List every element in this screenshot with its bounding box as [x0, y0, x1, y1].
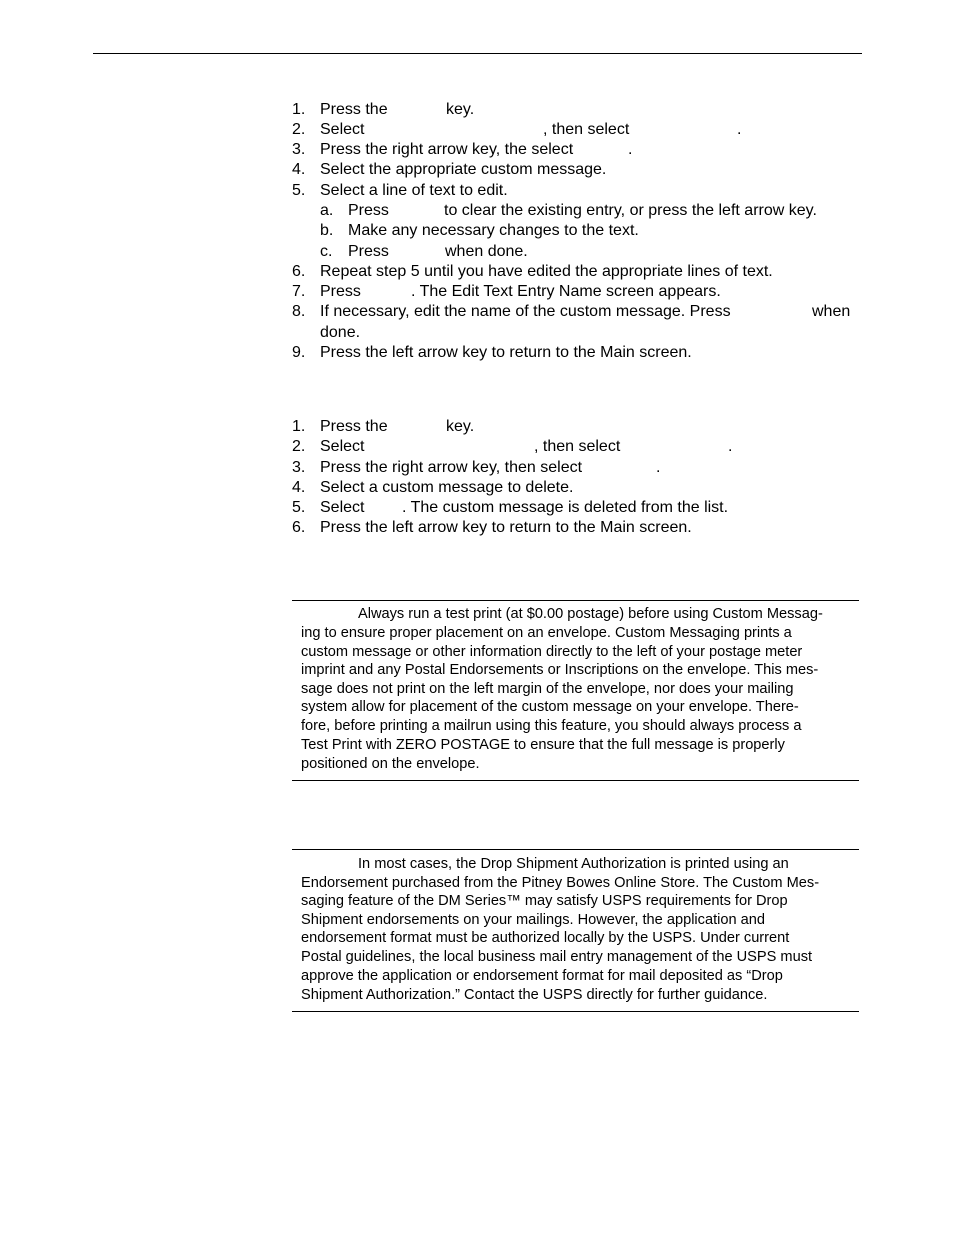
drop-shipment-note: In most cases, the Drop Shipment Authorization is printed using an Endorsement purchased from the Pitney Bowes Online Store. The Custom Mes- saging feature of the DM Series™ may satisfy USPS requirements for Drop Shipment endorsements on your mailings. However, the application and endorsement format must be authorized locally by the USPS. Under current Postal guidelines, the local business mail entry management of the USPS must approve the application or endorsement format for mail deposited as “Drop Shipment Authorization.” Contact the USPS directly for further guidance. [292, 849, 859, 1012]
header-rule [93, 53, 862, 54]
test-print-note: Always run a test print (at $0.00 postage) before using Custom Messag- ing to ensure proper placement on an envelope. Custom Messaging prints a custom message or other information directly to the left of your postage meter imprint and any Postal Endorsements or Inscriptions on the envelope. This mes- sage does not print on the left margin of the envelope, nor does your mailing system allow for placement of the custom message on your envelope. There- fore, before printing a mailrun using this feature, you should always process a Test Print with ZERO POSTAGE to ensure that the full message is properly positioned on the envelope. [292, 600, 859, 781]
